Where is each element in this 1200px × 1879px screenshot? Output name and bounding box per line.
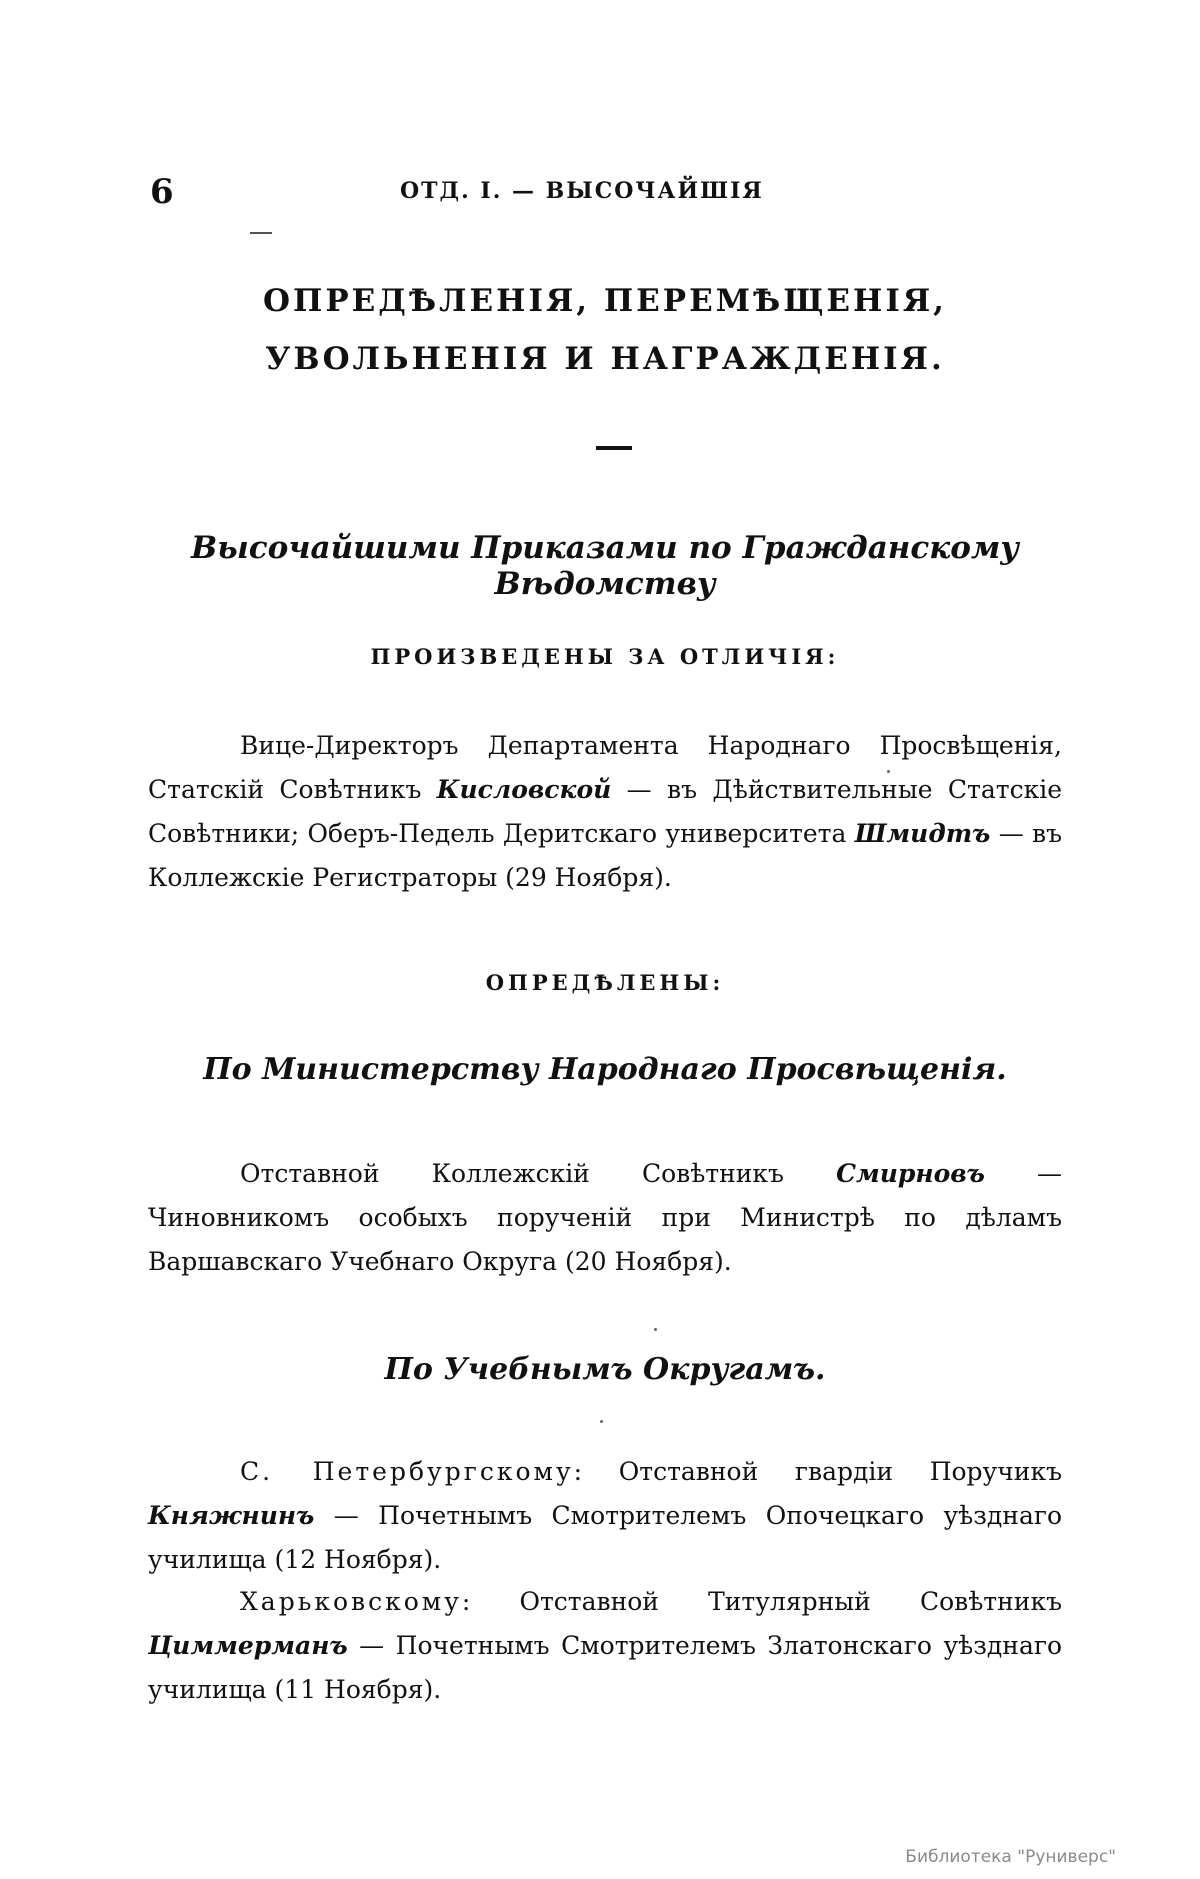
- districts-heading: По Учебнымъ Округамъ.: [384, 1352, 826, 1387]
- spb-text-2: — Почетнымъ Смотрителемъ Опочецкаго уѣзднаго училища (12 Ноября).: [148, 1501, 1062, 1574]
- spb-text-1: : Отставной гвардіи Поручикъ: [573, 1457, 1062, 1486]
- promoted-text-2: — въ Дѣйствительные Статскіе Совѣтники; Оберъ-Педель Деритскаго университета: [148, 775, 1063, 848]
- kharkov-text-2: — Почетнымъ Смотрителемъ Златонскаго уѣзднаго училища (11 Ноября).: [148, 1631, 1062, 1704]
- spb-label: С. Петербургскому: [240, 1457, 574, 1486]
- kharkov-name: Циммерманъ: [148, 1631, 348, 1660]
- spb-name: Княжнинъ: [148, 1501, 315, 1530]
- promoted-name-1: Кисловской: [436, 775, 612, 804]
- spb-paragraph: [148, 1450, 1062, 1582]
- ministry-heading: По Министерству Народнаго Просвѣщенія.: [203, 1052, 1007, 1087]
- kharkov-text-1: : Отставной Титулярный Совѣтникъ: [461, 1587, 1062, 1616]
- ministry-paragraph: [148, 1152, 1062, 1284]
- ministry-name: Смирновъ: [836, 1159, 985, 1188]
- decree-heading: Высочайшими Приказами по Гражданскому Вѣдомству: [191, 530, 1019, 602]
- promoted-heading: ПРОИЗВЕДЕНЫ ЗА ОТЛИЧІЯ:: [370, 644, 840, 669]
- appointed-heading: ОПРЕДѢЛЕНЫ:: [485, 970, 725, 995]
- promoted-text-1: Вице-Директоръ Департамента Народнаго Просвѣщенія, Статскій Совѣтникъ: [148, 731, 1062, 804]
- speck: [654, 1328, 657, 1331]
- speck: [600, 1420, 603, 1423]
- stray-mark: [250, 232, 272, 234]
- promoted-text-3: — въ Коллежскіе Регистраторы (29 Ноября).: [148, 819, 1062, 892]
- page-number: 6: [150, 172, 174, 212]
- promoted-name-2: Шмидтъ: [854, 819, 991, 848]
- library-watermark: Библиотека "Руниверс": [905, 1847, 1116, 1867]
- ministry-text-1: Отставной Коллежскій Совѣтникъ: [240, 1159, 837, 1188]
- running-head: [150, 172, 1060, 212]
- ministry-text-2: — Чиновникомъ особыхъ порученій при Министрѣ по дѣламъ Варшавскаго Учебнаго Округа (20 Ноября).: [148, 1159, 1062, 1276]
- kharkov-paragraph: [148, 1580, 1062, 1712]
- page-title: ОПРЕДѢЛЕНІЯ, ПЕРЕМѢЩЕНІЯ, УВОЛЬНЕНІЯ И НАГРАЖДЕНІЯ.: [263, 283, 947, 377]
- title-divider: [596, 446, 632, 450]
- kharkov-label: Харьковскому: [240, 1587, 462, 1616]
- section-head: ОТД. I. — ВЫСОЧАЙШІЯ: [400, 178, 764, 204]
- speck: [887, 770, 890, 773]
- promoted-paragraph: [148, 724, 1062, 900]
